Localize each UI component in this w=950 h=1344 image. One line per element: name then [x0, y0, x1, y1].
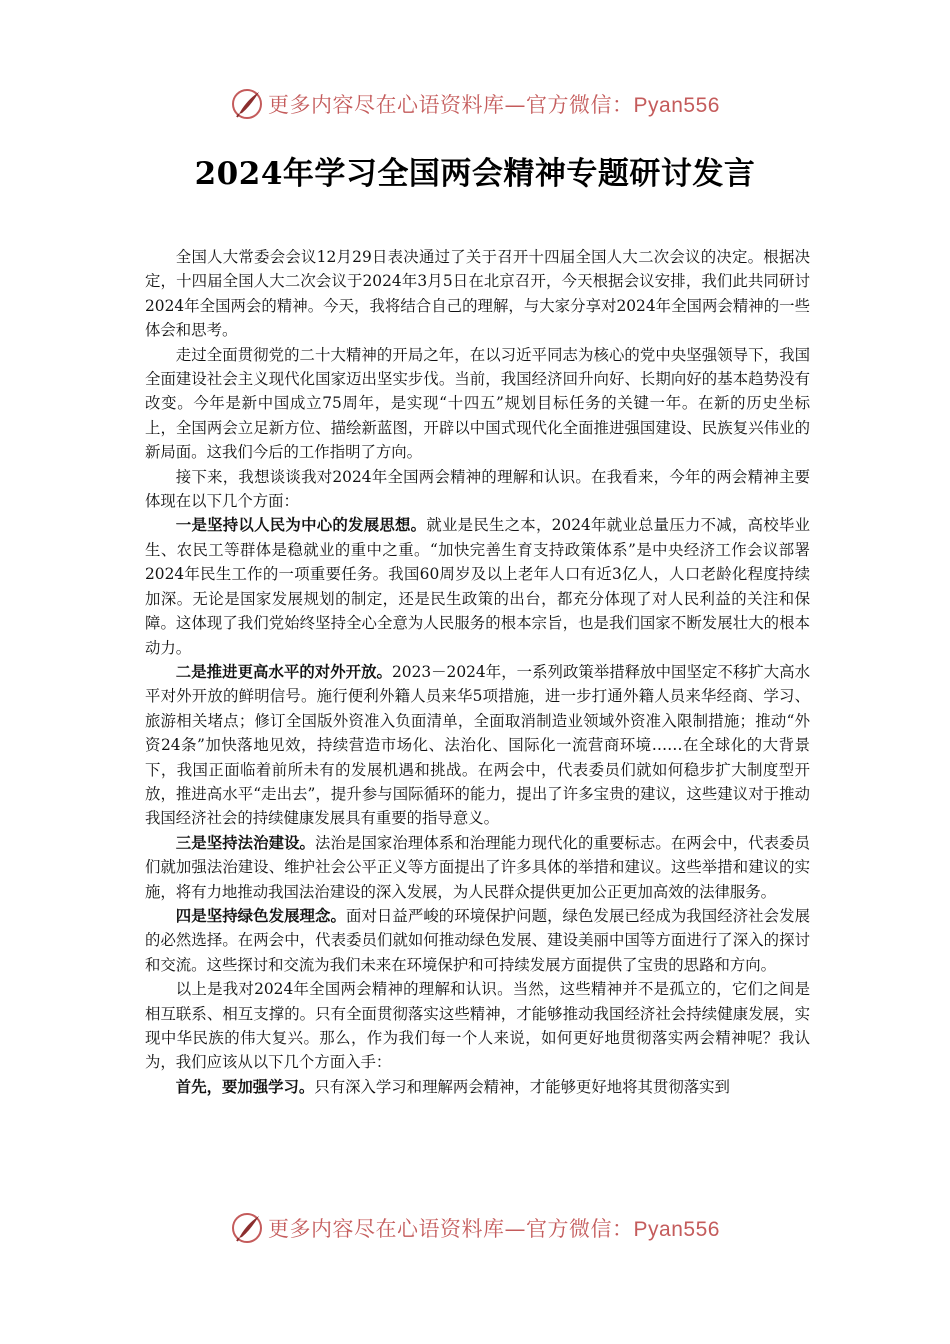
paragraph-lead: 首先，要加强学习。 [175, 1077, 315, 1096]
watermark-header [0, 84, 950, 124]
document-title: 2024年学习全国两会精神专题研讨发言 [194, 156, 756, 192]
quill-logo-icon [230, 1211, 264, 1245]
paragraph: 全国人大常委会会议12月29日表决通过了关于召开十四届全国人大二次会议的决定。根据决定，十四届全国人大二次会议于2024年3月5日在北京召开，今天根据会议安排，我们此共同研讨2024年全国两会的精神。今天，我将结合自己的理解，与大家分享对2024年全国两会精神的一些体会和思考。 [145, 248, 810, 340]
paragraph-lead: 三是坚持法治建设。 [175, 833, 316, 852]
paragraph: 以上是我对2024年全国两会精神的理解和认识。当然，这些精神并不是孤立的，它们之间是相互联系、相互支撑的。只有全面贯彻落实这些精神，才能够推动我国经济社会持续健康发展，实现中华民族的伟大复兴。那么，作为我们每一个人来说，如何更好地贯彻落实两会精神呢？我认为，我们应该从以下几个方面入手： [145, 980, 810, 1072]
watermark-text: 更多内容尽在心语资料库—官方微信：Pyan556 [268, 1217, 720, 1241]
paragraph-lead: 四是坚持绿色发展理念。 [175, 906, 346, 925]
paragraph: 四是坚持绿色发展理念。面对日益严峻的环境保护问题，绿色发展已经成为我国经济社会发展的必然选择。在两会中，代表委员们就如何推动绿色发展、建设美丽中国等方面进行了深入的探讨和交流。这些探讨和交流为我们未来在环境保护和可持续发展方面提供了宝贵的思路和方向。 [145, 906, 810, 974]
paragraph: 首先，要加强学习。只有深入学习和理解两会精神，才能够更好地将其贯彻落实到 [175, 1077, 730, 1096]
paragraph: 一是坚持以人民为中心的发展思想。就业是民生之本，2024年就业总量压力不减，高校毕业生、农民工等群体是稳就业的重中之重。“加快完善生育支持政策体系”是中央经济工作会议部署2024年民生工作的一项重要任务。我国60周岁及以上老年人口有近3亿人，人口老龄化程度持续加深。无论是国家发展规划的制定，还是民生政策的出台，都充分体现了对人民利益的关注和保障。这体现了我们党始终坚持全心全意为人民服务的根本宗旨，也是我们国家不断发展壮大的根本动力。 [145, 516, 810, 657]
paragraph-lead: 一是坚持以人民为中心的发展思想。 [175, 516, 427, 535]
paragraph-lead: 二是推进更高水平的对外开放。 [175, 662, 392, 681]
quill-logo-icon [230, 87, 264, 121]
paragraph: 二是推进更高水平的对外开放。2023－2024年，一系列政策举措释放中国坚定不移扩大高水平对外开放的鲜明信号。施行便利外籍人员来华5项措施，进一步打通外籍人员来华经商、学习、旅游相关堵点；修订全国版外资准入负面清单，全面取消制造业领域外资准入限制措施；推动“外资24条”加快落地见效，持续营造市场化、法治化、国际化一流营商环境……在全球化的大背景下，我国正面临着前所未有的发展机遇和挑战。在两会中，代表委员们就如何稳步扩大制度型开放，推进高水平“走出去”，提升参与国际循环的能力，提出了许多宝贵的建议，这些建议对于推动我国经济社会的持续健康发展具有重要的指导意义。 [145, 662, 810, 828]
paragraph: 三是坚持法治建设。法治是国家治理体系和治理能力现代化的重要标志。在两会中，代表委员们就加强法治建设、维护社会公平正义等方面提出了许多具体的举措和建议。这些举措和建议的实施，将有力地推动我国法治建设的深入发展，为人民群众提供更加公正更加高效的法律服务。 [145, 833, 810, 901]
paragraph: 走过全面贯彻党的二十大精神的开局之年，在以习近平同志为核心的党中央坚强领导下，我国全面建设社会主义现代化国家迈出坚实步伐。当前，我国经济回升向好、长期向好的基本趋势没有改变。今年是新中国成立75周年，是实现“十四五”规划目标任务的关键一年。在新的历史坐标上，全国两会立足新方位、描绘新蓝图，开辟以中国式现代化全面推进强国建设、民族复兴伟业的新局面。这我们今后的工作指明了方向。 [145, 345, 810, 462]
paragraph: 接下来，我想谈谈我对2024年全国两会精神的理解和认识。在我看来，今年的两会精神主要体现在以下几个方面： [145, 467, 810, 511]
document-body [145, 245, 810, 1099]
watermark-text: 更多内容尽在心语资料库—官方微信：Pyan556 [268, 93, 720, 117]
watermark-footer [0, 1208, 950, 1248]
